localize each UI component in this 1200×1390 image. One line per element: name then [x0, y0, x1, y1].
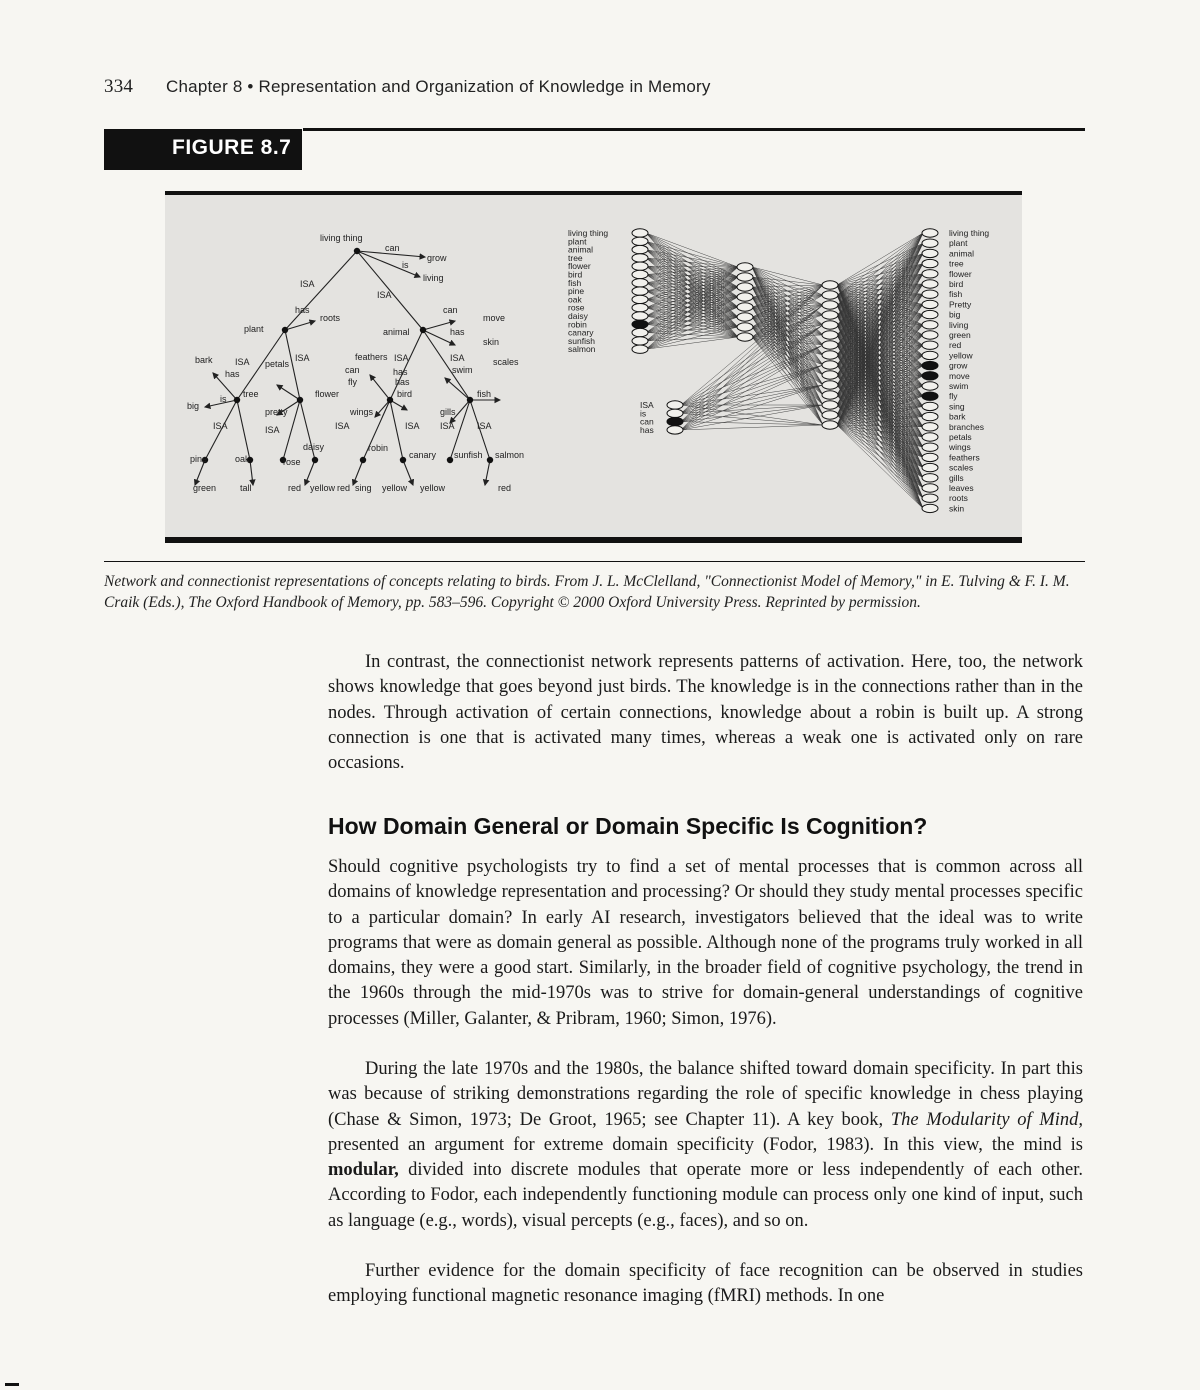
hidden-unit [737, 283, 753, 291]
chapter-title: Chapter 8 • Representation and Organization of Knowledge in Memory [166, 77, 711, 96]
output-label: move [949, 370, 970, 381]
paragraph-text-part: During the late 1970s and the 1980s, the balance shifted toward domain specificity. In part this was because of striking demonstrations regarding the role of specific knowledge in chess playing (Chase & Simon, 1973; De Groot, 1965; see Chapter 11). A key book, [328, 1059, 1083, 1130]
input-unit [632, 345, 648, 353]
output-unit [922, 239, 938, 247]
concept-node [387, 397, 393, 403]
input-unit [632, 270, 648, 278]
input-unit [632, 312, 648, 320]
connection [646, 267, 738, 299]
paragraph-face-recognition [328, 1259, 1083, 1310]
network-label: red [288, 483, 302, 493]
input-label: living thing [568, 228, 609, 238]
relation-arrow [353, 460, 363, 485]
relation-label: ISA [640, 400, 654, 410]
input-label: pine [568, 286, 585, 297]
network-label: green [193, 483, 217, 493]
network-label: fly [348, 377, 357, 387]
output-unit [922, 361, 938, 369]
hidden-unit [737, 313, 753, 321]
output-label: petals [949, 432, 972, 442]
connection [681, 365, 823, 430]
output-label: swim [949, 381, 969, 391]
network-label: oak [235, 454, 250, 464]
concept-node [467, 397, 473, 403]
input-label: robin [568, 319, 587, 330]
connection [837, 233, 923, 315]
output-unit [922, 341, 938, 349]
relation-label: is [640, 408, 647, 419]
isa-link [237, 400, 250, 460]
concept-node [354, 248, 360, 254]
network-label: canary [409, 450, 437, 460]
figure-top-rule [303, 128, 1085, 131]
output-label: bird [949, 279, 964, 289]
network-label: robin [368, 443, 389, 453]
network-label: has [395, 377, 410, 387]
relation-arrow [277, 385, 300, 400]
network-label: red [337, 483, 351, 493]
network-label: feathers [355, 352, 388, 362]
network-label: yellow [420, 483, 446, 493]
network-label: fish [477, 389, 492, 399]
relation-unit [667, 426, 683, 434]
input-label: plant [568, 236, 587, 247]
output-unit [922, 372, 938, 380]
paragraph-text: Further evidence for the domain specificity of face recognition can be observed in studies employing functional magnetic resonance imaging (fMRI) methods. In one [328, 1261, 1083, 1307]
output-label: feathers [949, 452, 980, 463]
output-unit [922, 463, 938, 471]
output-label: yellow [949, 350, 973, 361]
output-label: branches [949, 421, 984, 432]
concept-node [487, 457, 493, 463]
hidden-unit [822, 401, 838, 409]
concept-node [282, 327, 288, 333]
margin-mark [5, 1383, 19, 1386]
network-label: has [225, 369, 240, 379]
output-unit [922, 280, 938, 288]
paragraph-connectionist [328, 650, 1083, 776]
network-label: move [483, 313, 506, 323]
network-label: ISA [440, 421, 455, 431]
connection [681, 305, 823, 413]
input-unit [632, 287, 648, 295]
hidden-unit [737, 333, 753, 341]
input-label: fish [568, 277, 582, 288]
network-label: can [385, 243, 400, 253]
network-label: ISA [405, 421, 420, 431]
network-label: ISA [335, 421, 350, 431]
output-unit [922, 321, 938, 329]
output-label: sing [949, 401, 965, 412]
hidden-unit [822, 301, 838, 309]
relation-arrow [403, 460, 413, 485]
output-unit [922, 229, 938, 237]
network-label: has [393, 367, 408, 377]
input-unit [632, 295, 648, 303]
section-heading: How Domain General or Domain Specific Is Cognition? [328, 813, 928, 839]
output-unit [922, 423, 938, 431]
input-label: sunfish [568, 335, 595, 346]
network-label: is [220, 394, 227, 404]
input-unit [632, 254, 648, 262]
concept-node [234, 397, 240, 403]
output-unit [922, 484, 938, 492]
network-label: living thing [320, 233, 363, 243]
key-term: modular, [328, 1160, 399, 1181]
hidden-unit [822, 421, 838, 429]
hidden-unit [737, 293, 753, 301]
paragraph-domain-specific [328, 1057, 1083, 1234]
connection [837, 425, 923, 457]
input-label: flower [568, 261, 591, 272]
network-label: ISA [235, 357, 250, 367]
connection [646, 307, 738, 308]
relation-label: can [640, 416, 654, 427]
network-label: plant [244, 324, 264, 334]
connection [752, 267, 823, 285]
connection [681, 345, 823, 405]
concept-node [420, 327, 426, 333]
connection [681, 405, 823, 430]
input-unit [632, 279, 648, 287]
output-unit [922, 300, 938, 308]
output-unit [922, 443, 938, 451]
network-label: is [402, 260, 409, 270]
output-unit [922, 290, 938, 298]
figure-svg [165, 195, 1022, 537]
network-label: tree [243, 389, 259, 399]
network-label: sing [355, 483, 372, 493]
output-label: scales [949, 462, 974, 473]
output-label: living [949, 319, 969, 330]
hidden-unit [737, 303, 753, 311]
input-unit [632, 320, 648, 328]
output-unit [922, 310, 938, 318]
network-label: ISA [295, 353, 310, 363]
output-unit [922, 402, 938, 410]
paragraph-text: In contrast, the connectionist network represents patterns of activation. Here, too, the network shows knowledge that goes beyond just birds. The knowledge is in the connections rather than in the nodes. Through activation of certain connections, knowledge about a robin is built up. A strong connection is one that is activated many times, whereas a weak one is activated only on rare occasions. [328, 652, 1083, 774]
hidden-unit [822, 411, 838, 419]
concept-node [447, 457, 453, 463]
hidden-unit [822, 281, 838, 289]
network-label: roots [320, 313, 341, 323]
output-label: bark [949, 411, 966, 422]
output-label: big [949, 309, 961, 320]
input-label: animal [568, 244, 594, 255]
output-unit [922, 504, 938, 512]
output-label: green [949, 330, 971, 340]
network-label: has [295, 305, 310, 315]
output-unit [922, 382, 938, 390]
output-label: gills [949, 472, 964, 483]
output-unit [922, 249, 938, 257]
output-label: fish [949, 289, 963, 300]
output-unit [922, 259, 938, 267]
book-title: The Modularity of Mind, [890, 1109, 1084, 1130]
figure-caption: Network and connectionist representations of concepts relating to birds. From J. L. McClelland, "Connectionist Model of Memory," in E. Tulving & F. I. M. Craik (Eds.), The Oxford Handbook of Memory, pp. 583–596. Copyright © 2000 Oxford University Press. Reprinted by permission. [104, 573, 1070, 611]
hidden-unit [737, 323, 753, 331]
network-label: sunfish [454, 450, 483, 460]
network-label: gills [440, 407, 456, 417]
paragraph-text [328, 1057, 1083, 1234]
network-label: bird [397, 389, 413, 399]
relation-arrow [370, 375, 390, 400]
input-label: oak [568, 294, 582, 305]
network-label: yellow [310, 483, 336, 493]
connection [646, 233, 738, 267]
input-label: daisy [568, 311, 588, 321]
output-label: Pretty [949, 299, 972, 310]
output-unit [922, 331, 938, 339]
network-label: big [187, 401, 200, 411]
output-unit [922, 270, 938, 278]
network-label: pretty [265, 407, 288, 417]
network-label: ISA [213, 421, 228, 431]
network-label: flower [315, 389, 340, 399]
caption-rule [104, 561, 1085, 562]
output-label: flower [949, 268, 972, 279]
network-label: petals [265, 359, 290, 369]
network-label: can [345, 365, 360, 375]
network-label: ISA [450, 353, 465, 363]
output-label: tree [949, 258, 964, 269]
network-label: salmon [495, 450, 525, 460]
network-labels [187, 233, 524, 493]
output-label: red [949, 340, 962, 351]
output-label: fly [949, 391, 958, 402]
output-label: skin [949, 503, 965, 514]
running-head [104, 76, 711, 98]
relation-label: has [640, 424, 654, 435]
input-unit [632, 328, 648, 336]
network-label: ISA [300, 279, 315, 289]
figure-label: FIGURE 8.7 [104, 129, 302, 170]
paragraph-text-part: divided into discrete modules that operate more or less independently of each other. According to Fodor, each independently functioning module can process only one kind of input, such as language (e.g., words), visual percepts (e.g., faces), and so on. [328, 1160, 1083, 1231]
output-label: animal [949, 248, 975, 259]
output-label: grow [949, 360, 968, 371]
input-unit [632, 337, 648, 345]
network-label: wings [350, 407, 374, 417]
output-unit [922, 494, 938, 502]
hidden-unit [822, 291, 838, 299]
input-label: bird [568, 269, 583, 280]
output-unit [922, 412, 938, 420]
network-label: scales [493, 357, 519, 367]
output-unit [922, 392, 938, 400]
hidden-unit [822, 321, 838, 329]
input-label: canary [568, 327, 594, 338]
network-label: swim [452, 365, 473, 375]
page-number: 334 [104, 76, 134, 97]
network-label: skin [483, 337, 500, 347]
hidden-unit [822, 391, 838, 399]
output-label: leaves [949, 483, 974, 493]
network-label: can [443, 305, 458, 315]
output-unit [922, 433, 938, 441]
concept-node [297, 397, 303, 403]
network-label: animal [383, 327, 410, 337]
output-label: wings [949, 442, 971, 453]
relation-arrow [375, 400, 390, 417]
network-label: ISA [377, 290, 392, 300]
hidden-unit [822, 311, 838, 319]
input-unit [632, 237, 648, 245]
relation-arrow [485, 460, 490, 485]
relation-arrow [305, 460, 315, 485]
concept-node [360, 457, 366, 463]
concept-node [312, 457, 318, 463]
hidden-unit [737, 273, 753, 281]
output-unit [922, 474, 938, 482]
network-label: ISA [394, 353, 409, 363]
network-label: yellow [382, 483, 408, 493]
relation-unit [667, 409, 683, 417]
relation-unit [667, 417, 683, 425]
hidden-unit [822, 341, 838, 349]
output-label: roots [949, 493, 968, 504]
paragraph-domain-general [328, 855, 1083, 1032]
network-label: ISA [265, 425, 280, 435]
hidden-unit [822, 381, 838, 389]
output-label: plant [949, 238, 968, 249]
input-unit [632, 229, 648, 237]
network-label: has [450, 327, 465, 337]
network-label: bark [195, 355, 213, 365]
connection [681, 385, 823, 405]
hidden-unit [822, 371, 838, 379]
network-label: tall [240, 483, 252, 493]
input-label: tree [568, 252, 583, 263]
network-label: daisy [303, 442, 325, 452]
paragraph-text-part: presented an argument for extreme domain specificity (Fodor, 1983). In this view, the mind is [328, 1134, 1083, 1155]
output-unit [922, 351, 938, 359]
connection [681, 425, 823, 430]
figure-panel [165, 191, 1022, 543]
hidden-unit [822, 331, 838, 339]
relation-arrow [250, 460, 253, 485]
isa-link [390, 400, 403, 460]
relation-arrow [357, 251, 420, 277]
paragraph-text: Should cognitive psychologists try to find a set of mental processes that is common across all domains of knowledge representation and processing? Or should they study mental processes specific to a particular domain? In early AI research, investigators believed that the ideal was to write programs that were as domain general as possible. Although none of the programs truly worked in all domains, they were a good start. Similarly, in the broader field of cognitive psychology, the trend in the 1960s through the mid-1970s was to strive for domain-general understandings of cognitive processes (Miller, Galanter, & Pribram, 1960; Simon, 1976). [328, 857, 1083, 1029]
network-label: living [423, 273, 444, 283]
input-label: rose [568, 302, 585, 313]
concept-node [400, 457, 406, 463]
input-label: salmon [568, 344, 596, 355]
input-unit [632, 262, 648, 270]
network-label: pine [190, 454, 208, 464]
hidden-unit [822, 361, 838, 369]
hidden-unit [822, 351, 838, 359]
output-unit [922, 453, 938, 461]
network-label: grow [427, 253, 447, 263]
network-label: rose [283, 457, 301, 467]
network-label: ISA [477, 421, 492, 431]
input-unit [632, 245, 648, 253]
network-label: red [498, 483, 512, 493]
output-label: living thing [949, 228, 990, 238]
hidden-unit [737, 263, 753, 271]
input-unit [632, 304, 648, 312]
connectionist-connections [646, 233, 923, 508]
relation-unit [667, 401, 683, 409]
